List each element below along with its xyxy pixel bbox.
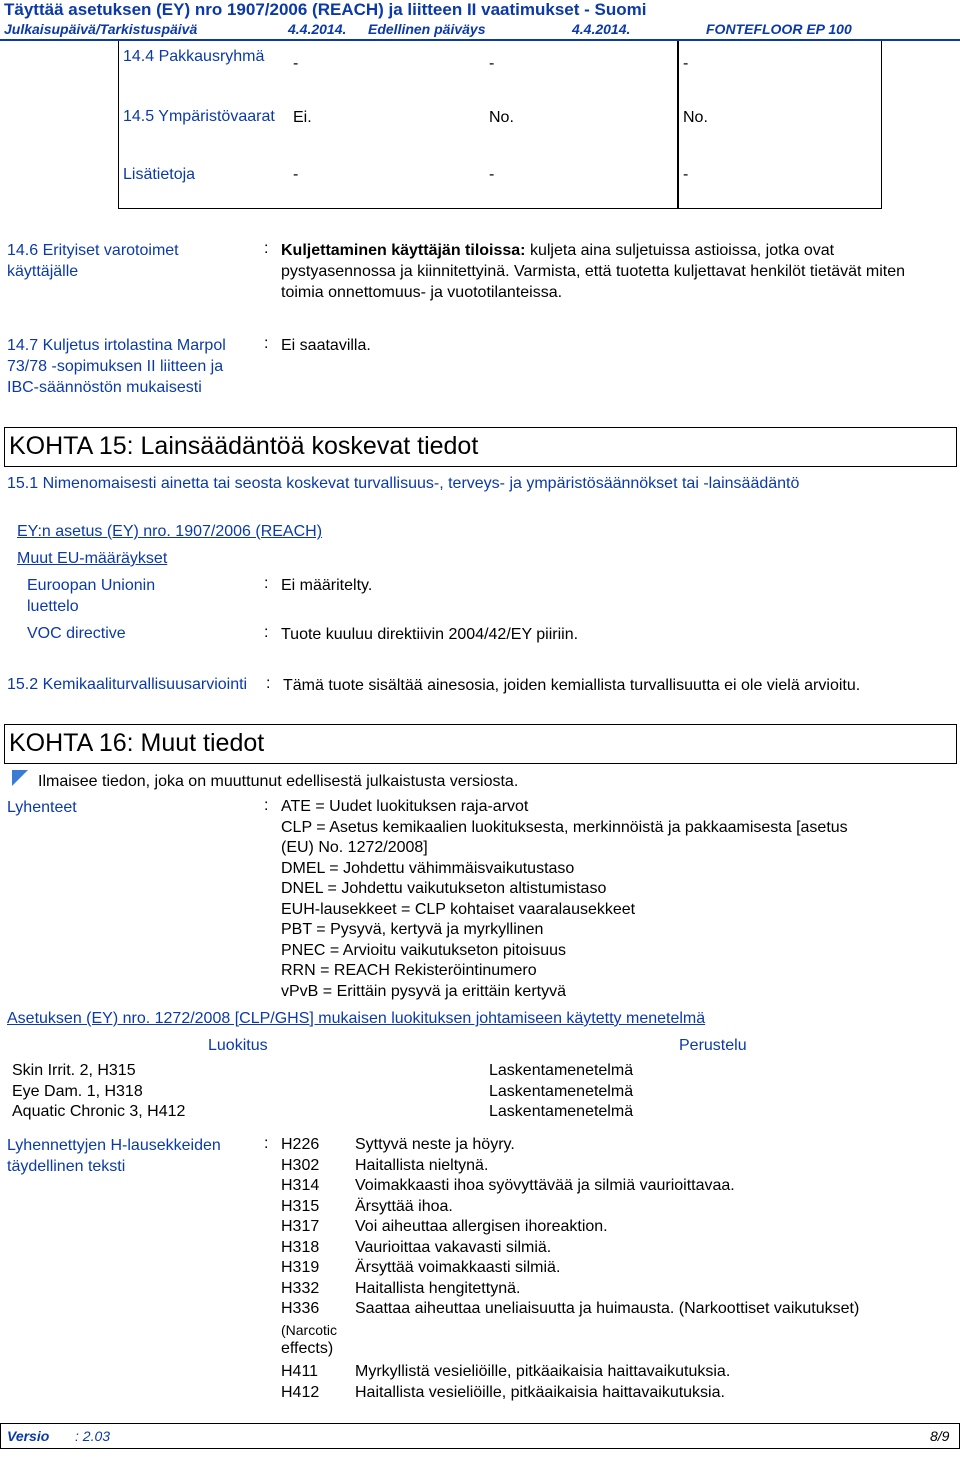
h-code: H412: [281, 1383, 320, 1401]
colon: :: [264, 624, 269, 641]
voc-value: Tuote kuuluu direktiivin 2004/42/EY piiriin.: [281, 626, 579, 643]
h-code: H317: [281, 1218, 320, 1235]
list-item: (EU) No. 1272/2008]: [281, 839, 428, 856]
footer-bar: [0, 1423, 960, 1449]
product-name: FONTEFLOOR EP 100: [706, 21, 852, 37]
h-code: H302: [281, 1156, 320, 1174]
list-item: RRN = REACH Rekisteröintinumero: [281, 962, 537, 979]
list-item: CLP = Asetus kemikaalien luokituksesta, merkinnöistä ja pakkaamisesta [asetus: [281, 818, 848, 836]
h336-note: effects): [281, 1340, 334, 1357]
s15-2-label: 15.2 Kemikaaliturvallisuusarviointi: [7, 676, 248, 693]
classification-heading: Asetuksen (EY) nro. 1272/2008 [CLP/GHS] mukaisen luokituksen johtamiseen käytetty menetelmä: [7, 1010, 706, 1027]
s14-7-value: Ei saatavilla.: [281, 337, 371, 354]
colon: :: [264, 575, 269, 592]
abbreviations-list: [281, 797, 941, 1002]
issue-date-label: Julkaisupäivä/Tarkistuspäivä: [4, 21, 198, 37]
h-text: Myrkyllistä vesieliöille, pitkäaikaisia haittavaikutuksia.: [355, 1363, 731, 1380]
issue-date-value: 4.4.2014.: [288, 21, 347, 37]
voc-label: VOC directive: [27, 625, 126, 642]
previous-date-value: 4.4.2014.: [572, 21, 631, 37]
h-text: Ärsyttää voimakkaasti silmiä.: [355, 1259, 561, 1276]
table-cell: -: [293, 166, 299, 183]
column-header-justification: Perustelu: [679, 1037, 747, 1054]
h-code-list: [281, 1135, 319, 1320]
section-16-title: KOHTA 16: Muut tiedot: [4, 724, 957, 764]
h-text: Voimakkaasti ihoa syövyttävää ja silmiä vaurioittavaa.: [355, 1177, 735, 1194]
s14-7-label: 14.7 Kuljetus irtolastina Marpol 73/78 -sopimuksen II liitteen ja IBC-säännöstön mukaisesti: [7, 337, 226, 396]
other-eu-heading: Muut EU-määräykset: [17, 550, 168, 567]
version-value: : 2.03: [75, 1428, 111, 1444]
list-item: ATE = Uudet luokituksen raja-arvot: [281, 798, 529, 815]
table-cell: -: [489, 55, 495, 72]
h-code: H332: [281, 1279, 320, 1297]
table-cell: -: [683, 166, 689, 183]
h-code: H319: [281, 1259, 320, 1276]
table-cell: No.: [683, 109, 708, 126]
h336-note: (Narcotic: [281, 1322, 338, 1338]
section-15-title: KOHTA 15: Lainsäädäntöä koskevat tiedot: [4, 427, 957, 467]
s15-1-heading: 15.1 Nimenomaisesti ainetta tai seosta koskevat turvallisuus-, terveys- ja ympäristösäännökset tai -lainsäädäntö: [7, 475, 800, 492]
colon: :: [266, 675, 271, 692]
table-cell: Aquatic Chronic 3, H412: [12, 1103, 186, 1120]
table-cell: -: [683, 55, 689, 72]
abbreviations-label: Lyhenteet: [7, 799, 77, 816]
list-item: PNEC = Arvioitu vaikutukseton pitoisuus: [281, 941, 567, 959]
table-cell: Eye Dam. 1, H318: [12, 1082, 143, 1100]
table-row-label: 14.4 Pakkausryhmä: [123, 48, 265, 65]
s14-6-text: [281, 240, 941, 303]
transport-table-separator: [677, 41, 679, 208]
table-cell: Skin Irrit. 2, H315: [12, 1062, 136, 1079]
h-text: Ärsyttää ihoa.: [355, 1197, 453, 1215]
h-text-list-2: [355, 1362, 945, 1403]
h-text: Syttyvä neste ja höyry.: [355, 1136, 515, 1153]
h-statements-label: Lyhennettyjen H-lausekkeiden täydellinen teksti: [7, 1137, 221, 1175]
h-code: H336: [281, 1300, 320, 1317]
h-code: H315: [281, 1197, 320, 1215]
s14-6-body: kuljeta aina suljetuissa astioissa, jotka ovat pystyasennossa ja kiinnitettyinä. Varmista, että tuotetta kuljettavat henkilöt tietävät miten toimia onnettomuus- ja vuototilanteissa.: [281, 242, 906, 301]
colon: :: [264, 335, 269, 352]
table-cell: -: [489, 166, 495, 183]
h-text: Haitallista vesieliöille, pitkäaikaisia haittavaikutuksia.: [355, 1383, 725, 1401]
s15-2-value: Tämä tuote sisältää ainesosia, joiden kemiallista turvallisuutta ei ole vielä arvioitu.: [283, 677, 861, 694]
h-text: Haitallista hengitettynä.: [355, 1279, 521, 1297]
document-title: Täyttää asetuksen (EY) nro 1907/2006 (REACH) ja liitteen II vaatimukset - Suomi: [4, 0, 647, 19]
colon: :: [264, 1135, 269, 1152]
h-text: Vaurioittaa vakavasti silmiä.: [355, 1238, 552, 1256]
table-row-label: Lisätietoja: [123, 166, 196, 183]
list-item: DNEL = Johdettu vaikutukseton altistumistaso: [281, 880, 607, 897]
table-row-label: 14.5 Ympäristövaarat: [123, 108, 275, 125]
list-item: EUH-lausekkeet = CLP kohtaiset vaaralausekkeet: [281, 900, 636, 918]
table-cell: No.: [489, 109, 514, 126]
column-header-classification: Luokitus: [208, 1037, 268, 1054]
h-text-list: [355, 1135, 945, 1320]
table-cell: Laskentamenetelmä: [489, 1082, 634, 1100]
list-item: PBT = Pysyvä, kertyvä ja myrkyllinen: [281, 921, 544, 938]
table-cell: Laskentamenetelmä: [489, 1103, 634, 1120]
classification-list: [12, 1061, 185, 1123]
h-text: Haitallista nieltynä.: [355, 1156, 489, 1174]
version-label: Versio: [7, 1428, 50, 1444]
h-code: H411: [281, 1363, 319, 1380]
s14-6-bold: Kuljettaminen käyttäjän tiloissa:: [281, 242, 526, 259]
h-code: H314: [281, 1177, 320, 1194]
table-cell: Laskentamenetelmä: [489, 1062, 634, 1079]
change-note: Ilmaisee tiedon, joka on muuttunut edellisestä julkaistusta versiosta.: [38, 773, 519, 790]
table-cell: Ei.: [293, 109, 312, 126]
reach-heading: EY:n asetus (EY) nro. 1907/2006 (REACH): [17, 523, 323, 540]
list-item: vPvB = Erittäin pysyvä ja erittäin kertyvä: [281, 982, 566, 1000]
s14-6-label: 14.6 Erityiset varotoimet käyttäjälle: [7, 242, 179, 280]
justification-list: [489, 1061, 633, 1123]
table-cell: -: [293, 55, 299, 72]
page-number: 8/9: [930, 1428, 950, 1444]
list-item: DMEL = Johdettu vähimmäisvaikutustaso: [281, 859, 575, 877]
colon: :: [264, 797, 269, 814]
change-marker-icon: [12, 770, 28, 786]
h-code: H318: [281, 1238, 320, 1256]
eu-list-label: Euroopan Unionin luettelo: [27, 577, 156, 615]
h-text: Voi aiheuttaa allergisen ihoreaktion.: [355, 1218, 608, 1235]
h-text: Saattaa aiheuttaa uneliaisuutta ja huimausta. (Narkoottiset vaikutukset): [355, 1300, 860, 1317]
h-code-list-2: [281, 1362, 319, 1403]
colon: :: [264, 240, 269, 257]
h-code: H226: [281, 1136, 320, 1153]
previous-date-label: Edellinen päiväys: [368, 21, 486, 37]
eu-list-value: Ei määritelty.: [281, 577, 373, 594]
